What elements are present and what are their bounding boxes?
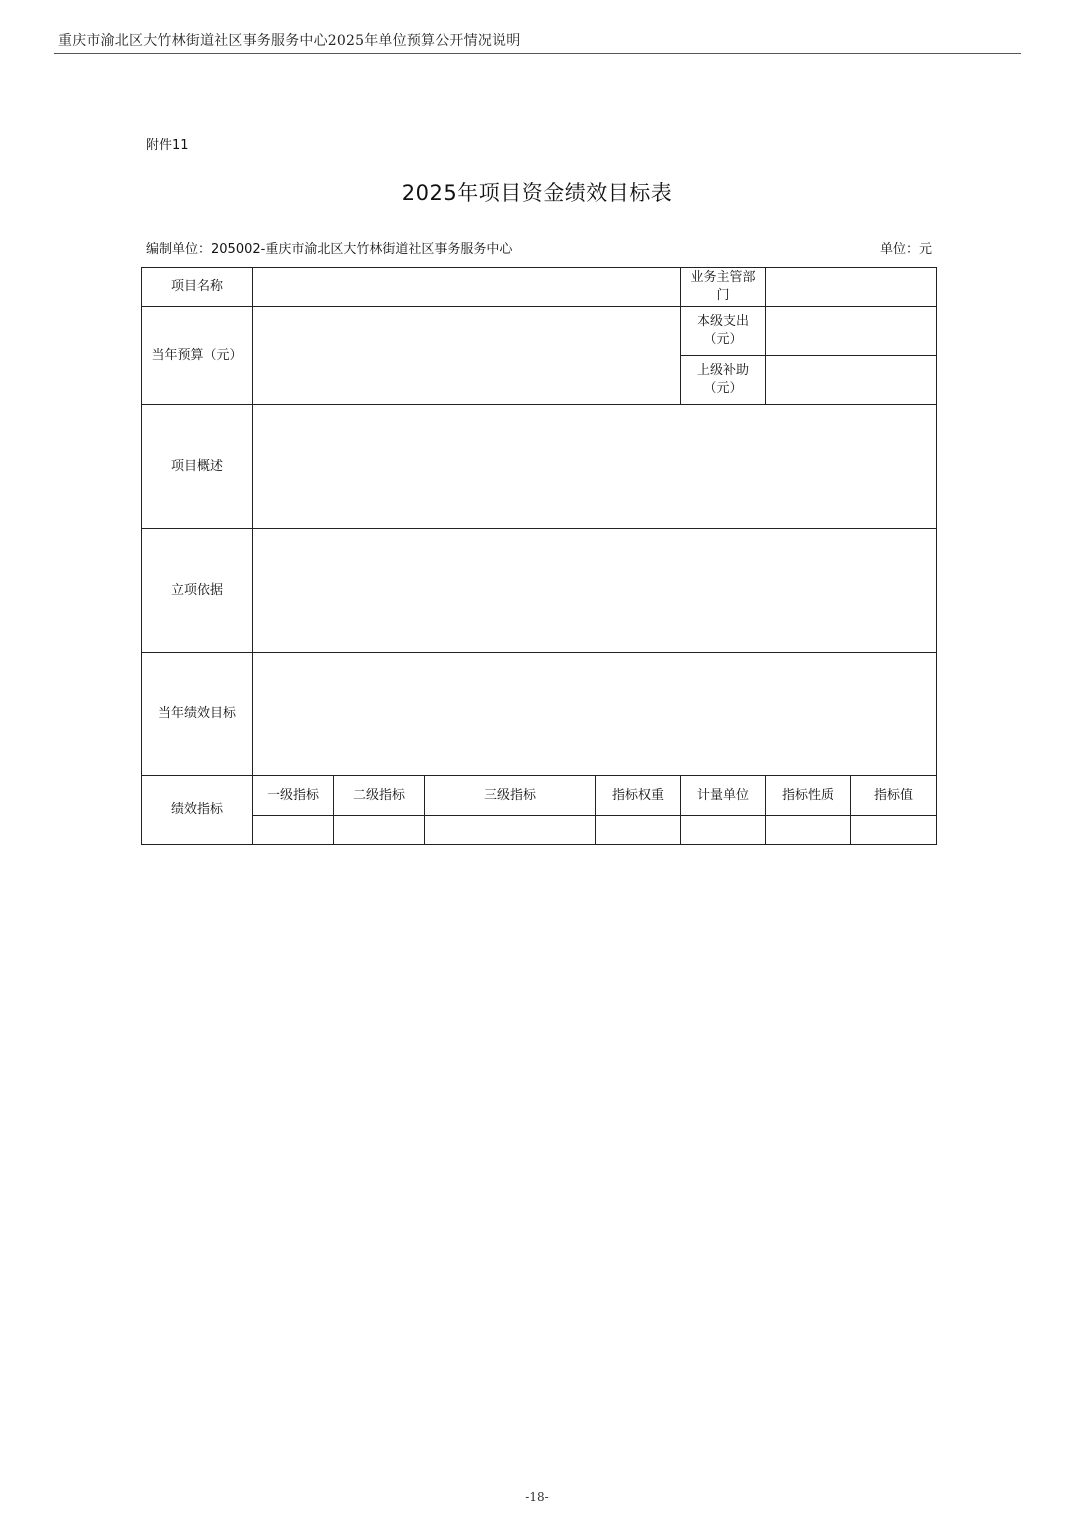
own-expense-value [766, 307, 937, 356]
performance-target-table [141, 267, 937, 845]
budget-value [253, 307, 681, 405]
indicator-header-nature: 指标性质 [766, 776, 851, 816]
attachment-label: 附件11 [146, 138, 189, 153]
compiling-unit: 编制单位：205002-重庆市渝北区大竹林街道社区事务服务中心 [146, 242, 513, 257]
basis-value [253, 529, 937, 653]
own-expense-label: 本级支出（元） [681, 307, 766, 356]
table-row-overview [142, 405, 937, 529]
indicator-cell-unit [681, 816, 766, 845]
table-row-indicator-values [142, 816, 937, 845]
page-title: 2025年项目资金绩效目标表 [401, 181, 673, 205]
project-name-label: 项目名称 [142, 268, 253, 307]
table-row-goal [142, 653, 937, 776]
budget-label: 当年预算（元） [142, 307, 253, 405]
overview-label: 项目概述 [142, 405, 253, 529]
header-divider [54, 53, 1021, 54]
basis-label: 立项依据 [142, 529, 253, 653]
superior-subsidy-value [766, 356, 937, 405]
indicator-cell-level3 [425, 816, 596, 845]
table-row-basis [142, 529, 937, 653]
superior-subsidy-label: 上级补助（元） [681, 356, 766, 405]
indicator-cell-level1 [253, 816, 334, 845]
indicator-header-unit: 计量单位 [681, 776, 766, 816]
goal-label: 当年绩效目标 [142, 653, 253, 776]
table-row-indicator-header [142, 776, 937, 816]
currency-unit: 单位：元 [879, 242, 932, 257]
indicator-label: 绩效指标 [142, 776, 253, 845]
page-number: -18- [525, 1490, 549, 1504]
indicator-header-value: 指标值 [851, 776, 937, 816]
running-header: 重庆市渝北区大竹林街道社区事务服务中心2025年单位预算公开情况说明 [58, 33, 521, 49]
overview-value [253, 405, 937, 529]
indicator-cell-value [851, 816, 937, 845]
indicator-header-weight: 指标权重 [596, 776, 681, 816]
indicator-header-level1: 一级指标 [253, 776, 334, 816]
dept-label: 业务主管部门 [681, 268, 766, 307]
table-row-budget [142, 307, 937, 356]
project-name-value [253, 268, 681, 307]
dept-value [766, 268, 937, 307]
goal-value [253, 653, 937, 776]
indicator-header-level2: 二级指标 [334, 776, 425, 816]
indicator-cell-level2 [334, 816, 425, 845]
table-row-project-name [142, 268, 937, 307]
indicator-cell-weight [596, 816, 681, 845]
indicator-header-level3: 三级指标 [425, 776, 596, 816]
indicator-cell-nature [766, 816, 851, 845]
